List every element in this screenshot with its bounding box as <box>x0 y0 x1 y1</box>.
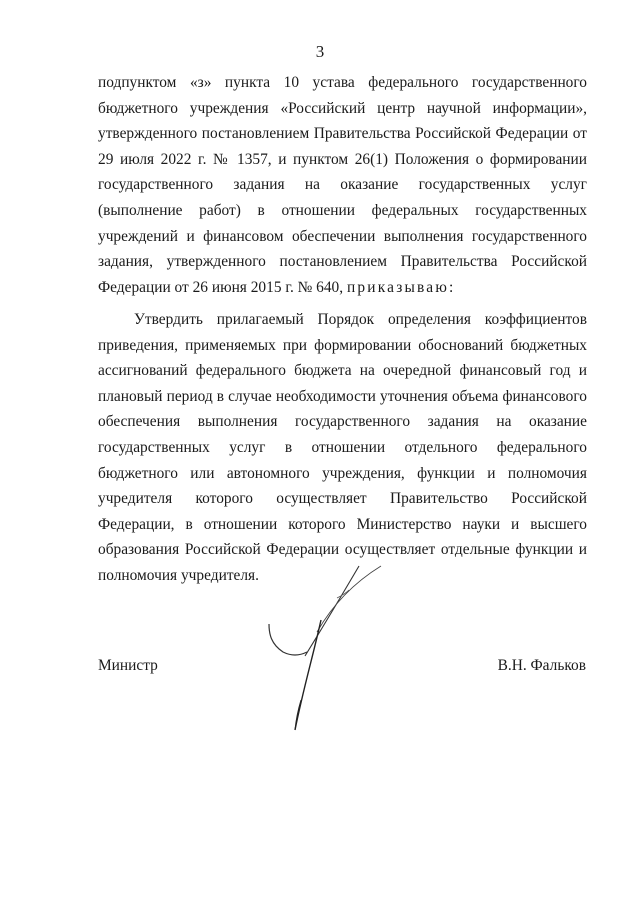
paragraph-legal-basis-text: подпунктом «з» пункта 10 устава федерального государственного бюджетного учреждения «Российский центр научной информации», утвержденного постановлением Правительства Российской Федерации от 29 июля 2022 г. № 1357, и пунктом 26(1) Положения о формировании государственного задания на оказание государственных услуг (выполнение работ) в отношении федеральных государственных учреждений и финансовом обеспечении выполнения государственного задания, утвержденного постановлением Правительства Российской Федерации от 26 июня 2015 г. № 640, <box>98 74 587 296</box>
signature-image <box>255 560 395 735</box>
paragraph-legal-basis <box>98 70 587 300</box>
order-command-colon: : <box>449 278 454 296</box>
signatory-name: В.Н. Фальков <box>497 657 586 674</box>
signatory-title: Министр <box>98 657 158 674</box>
paragraph-order-text: Утвердить прилагаемый Порядок определения коэффициентов приведения, применяемых при формировании обоснований бюджетных ассигнований федерального бюджета на очередной финансовый год и плановый период в случае необходимости уточнения объема финансового обеспечения выполнения государственного задания на оказание государственных услуг в отношении отдельного федерального бюджетного или автономного учреждения, функции и полномочия учредителя которого осуществляет Правительство Российской Федерации, в отношении которого Министерство науки и высшего образования Российской Федерации осуществляет отдельные функции и полномочия учредителя. <box>98 311 587 584</box>
order-command: приказываю <box>346 278 450 296</box>
page-number: 3 <box>315 42 325 61</box>
